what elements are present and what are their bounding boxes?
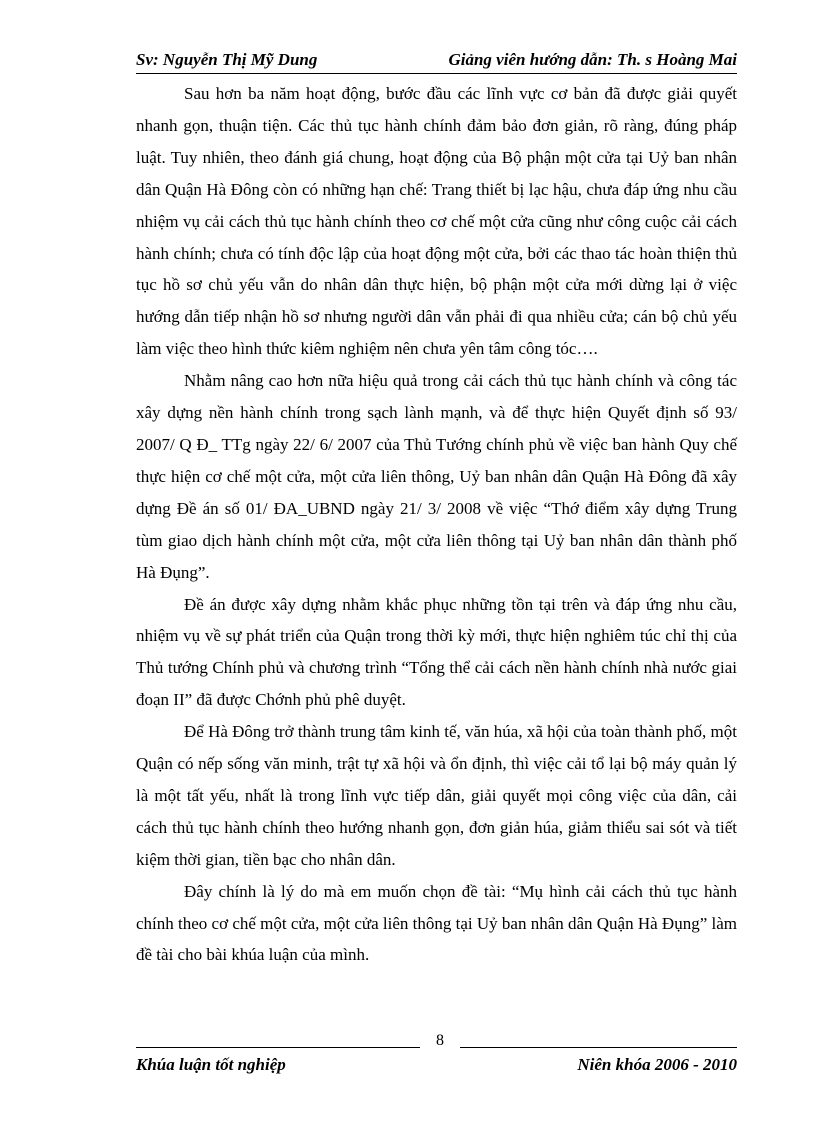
paragraph-5: Đây chính là lý do mà em muốn chọn đề tài: “Mụ hình cải cách thủ tục hành chính theo cơ chế một cửa, một cửa liên thông tại Uỷ ban nhân dân Quận Hà Đụng” làm đề tài cho bài khúa luận của mình. bbox=[136, 881, 737, 965]
page-number: 8 bbox=[420, 1033, 460, 1049]
header-advisor: Giảng viên hướng dẫn: Th. s Hoàng Mai bbox=[448, 50, 737, 69]
footer-academic-year: Niên khóa 2006 - 2010 bbox=[577, 1055, 737, 1074]
paragraph-1: Sau hơn ba năm hoạt động, bước đầu các lĩnh vực cơ bản đã được giải quyết nhanh gọn, thuận tiện. Các thủ tục hành chính đảm bảo đơn giản, rõ ràng, đúng pháp luật. Tuy nhiên, theo đánh giá chung, hoạt động của Bộ phận một cửa tại Uỷ ban nhân dân Quận Hà Đông còn có những hạn chế: Trang thiết bị lạc hậu, chưa đáp ứng nhu cầu nhiệm vụ cải cách thủ tục hành chính theo cơ chế một cửa cũng như công cuộc cải cách hành chính; chưa có tính độc lập của hoạt động một cửa, bởi các thao tác hoàn thiện thủ tục hồ sơ chủ yếu vẫn do nhân dân thực hiện, bộ phận một cửa mới dừng lại ở việc hướng dẫn tiếp nhận hồ sơ nhưng người dân vẫn phải đi qua nhiều cửa; cán bộ chủ yếu làm việc theo hình thức kiêm nghiệm nên chưa yên tâm công tóc…. bbox=[136, 84, 737, 359]
paragraph-2: Nhằm nâng cao hơn nữa hiệu quả trong cải cách thủ tục hành chính và công tác xây dựng nền hành chính trong sạch lành mạnh, và để thực hiện Quyết định số 93/ 2007/ Q Đ_ TTg ngày 22/ 6/ 2007 của Thủ Tướng chính phủ về việc ban hành Quy chế thực hiện cơ chế một cửa, một cửa liên thông, Uỷ ban nhân dân Quận Hà Đông đã xây dựng Đề án số 01/ ĐA_UBND ngày 21/ 3/ 2008 về việc “Thớ điểm xây dựng Trung tùm giao dịch hành chính một cửa, một cửa liên thông tại Uỷ ban nhân dân thành phố Hà Đụng”. bbox=[136, 371, 737, 582]
page-footer bbox=[136, 1055, 737, 1077]
footer-thesis-label: Khúa luận tốt nghiệp bbox=[136, 1055, 286, 1074]
paragraph-3: Đề án được xây dựng nhằm khắc phục những tồn tại trên và đáp ứng nhu cầu, nhiệm vụ về sự phát triển của Quận trong thời kỳ mới, thực hiện nghiêm túc chỉ thị của Thủ tướng Chính phủ và chương trình “Tổng thể cải cách nền hành chính nhà nước giai đoạn II” đã được Chớnh phủ phê duyệt. bbox=[136, 594, 737, 710]
document-body bbox=[136, 78, 737, 971]
header-student-name: Sv: Nguyễn Thị Mỹ Dung bbox=[136, 50, 318, 69]
paragraph-4: Để Hà Đông trở thành trung tâm kinh tế, văn húa, xã hội của toàn thành phố, một Quận có nếp sống văn minh, trật tự xã hội và ổn định, thì việc cải tổ lại bộ máy quản lý là một tất yếu, nhất là trong lĩnh vực tiếp dân, giải quyết mọi công việc của dân, cải cách thủ tục hành chính theo hướng nhanh gọn, đơn giản húa, giảm thiểu sai sót và tiết kiệm thời gian, tiền bạc cho nhân dân. bbox=[136, 722, 737, 869]
page-header bbox=[136, 50, 737, 72]
header-divider bbox=[136, 73, 737, 74]
